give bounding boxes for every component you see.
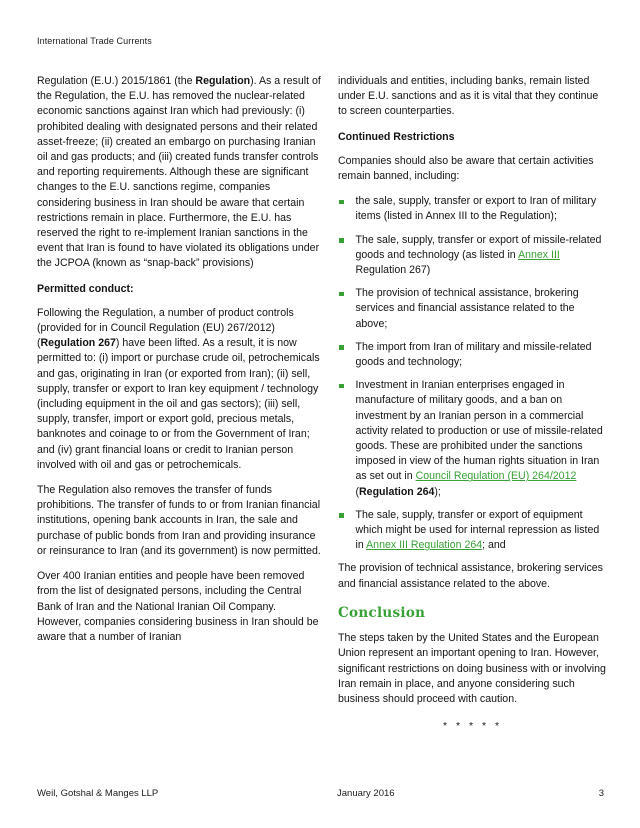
bold-text: Permitted conduct: <box>37 282 134 295</box>
header-title: International Trade Currents <box>37 36 152 46</box>
text-run: The sale, supply, transfer or export of missile-related goods and technology (as listed in <box>355 233 602 261</box>
bold-text: Regulation <box>195 75 251 87</box>
text-link[interactable]: Council Regulation (EU) 264/2012 <box>415 470 577 483</box>
two-column-layout <box>37 74 607 734</box>
document-footer <box>37 788 607 800</box>
text-link[interactable]: Annex III <box>518 248 560 261</box>
footer-date: January 2016 <box>337 788 395 799</box>
bullet-item <box>338 378 607 500</box>
bold-text: Continued Restrictions <box>338 130 455 143</box>
bullet-text <box>344 286 608 332</box>
bullet-text <box>344 508 608 554</box>
text-run: Regulation 267) <box>355 264 431 277</box>
paragraph <box>37 306 321 473</box>
right-column <box>338 74 607 734</box>
paragraph <box>338 74 607 120</box>
text-run: ; and <box>482 539 506 552</box>
text-run: The Regulation also removes the transfer of funds prohibitions. The transfer of funds to or from Iranian financial institutions, opening bank accounts in Iran, the sale and purchase of public bonds from Iran and providing insurance or reinsurance to Iran (and its government) is now permitted. <box>37 484 321 557</box>
text-run: Following the Regulation, a number of product controls (provided for in Council Regulation (EU) 267/2012) ( <box>37 306 294 350</box>
text-run: Regulation (E.U.) 2015/1861 (the <box>37 75 196 87</box>
text-run: The steps taken by the United States and the European Union represent an important opening to Iran. However, significant restrictions on doing business with or involving Iran remain in place, and anyone considering such business should proceed with caution. <box>338 632 606 705</box>
document-header <box>37 36 152 46</box>
bullet-text <box>344 194 608 224</box>
text-run: individuals and entities, including banks, remain listed under E.U. sanctions and as it is vital that they continue to screen counterparties. <box>338 75 599 118</box>
bullet-text <box>344 378 608 500</box>
section-heading <box>37 282 321 297</box>
paragraph <box>37 483 321 559</box>
text-run: ) have been lifted. As a result, it is now permitted to: (i) import or purchase crude oil, petrochemicals and gas, originating in Iran (or exported from Iran); (ii) sell, supply, transfer or export to Iran key equipment / technology (including equipment in the oil and gas sectors); (iii) sell, supply, transfer, import or export gold, precious metals, banknotes and coinage to or from the Government of Iran; and (iv) grant financial loans or credit to Iranian person involved with oil and gas or petrochemicals. <box>37 337 320 471</box>
footer-page-number: 3 <box>598 788 604 799</box>
text-run: Investment in Iranian enterprises engaged in manufacture of military goods, and a ban on investment by an Iranian person in a commercial activity related to production or use of missile-related goods. These are prohibited under the sanctions imposed in view of the human rights situation in Iran as set out in <box>355 379 603 483</box>
text-run: The import from Iran of military and missile-related goods and technology; <box>355 340 592 369</box>
text-run: ( <box>355 485 360 498</box>
text-run: the sale, supply, transfer or export to Iran of military items (listed in Annex III to the Regulation); <box>355 195 597 223</box>
text-run: Over 400 Iranian entities and people have been removed from the list of designated persons, including the Central Bank of Iran and the National Iranian Oil Company. However, companies considering business in Iran should be aware that a number of Iranian <box>37 570 319 643</box>
bold-text: Regulation 267 <box>40 337 116 350</box>
bullet-item <box>338 340 607 370</box>
bullet-item <box>338 286 607 332</box>
bold-text: Regulation 264 <box>359 485 435 498</box>
text-run: ); <box>434 485 441 498</box>
paragraph <box>37 74 321 272</box>
text-run: The provision of technical assistance, brokering services and financial assistance related to the above; <box>355 287 579 330</box>
text-run: The sale, supply, transfer or export of equipment which might be used for internal repression as listed in <box>355 508 600 552</box>
text-run: Conclusion <box>338 604 426 621</box>
conclusion-heading <box>338 606 607 621</box>
bullet-item <box>338 508 607 554</box>
text-run: Companies should also be aware that certain activities remain banned, including: <box>338 154 594 183</box>
paragraph <box>338 561 607 591</box>
paragraph <box>37 569 321 645</box>
asterisk-divider: * * * * * <box>442 720 503 733</box>
bullet-item <box>338 194 607 224</box>
paragraph <box>338 631 607 707</box>
footer-firm-name: Weil, Gotshal & Manges LLP <box>37 788 159 799</box>
text-run: The provision of technical assistance, brokering services and financial assistance related to the above. <box>338 562 603 590</box>
paragraph <box>338 154 607 184</box>
text-run: ). As a result of the Regulation, the E.U. has removed the nuclear-related economic sanctions against Iran which had previously: (i) prohibited dealing with designated persons and their related asset-freeze; (ii) created an embargo on purchasing Iranian oil and gas products; and (iii) created funds transfer controls and reporting requirements. Although these are significant changes to the E.U. sanctions regime, companies considering business in Iran should be aware that certain restrictions remain in place. Furthermore, the E.U. has reserved the right to re-implement Iranian sanctions in the event that Iran is found to have violated its obligations under the JCPOA (known as “snap-back” provisions) <box>37 75 321 270</box>
bullet-text <box>344 340 608 370</box>
text-link[interactable]: Annex III Regulation 264 <box>366 539 483 552</box>
section-heading <box>338 130 607 145</box>
bullet-text <box>344 233 608 279</box>
left-column <box>37 74 321 734</box>
bullet-item <box>338 233 607 279</box>
